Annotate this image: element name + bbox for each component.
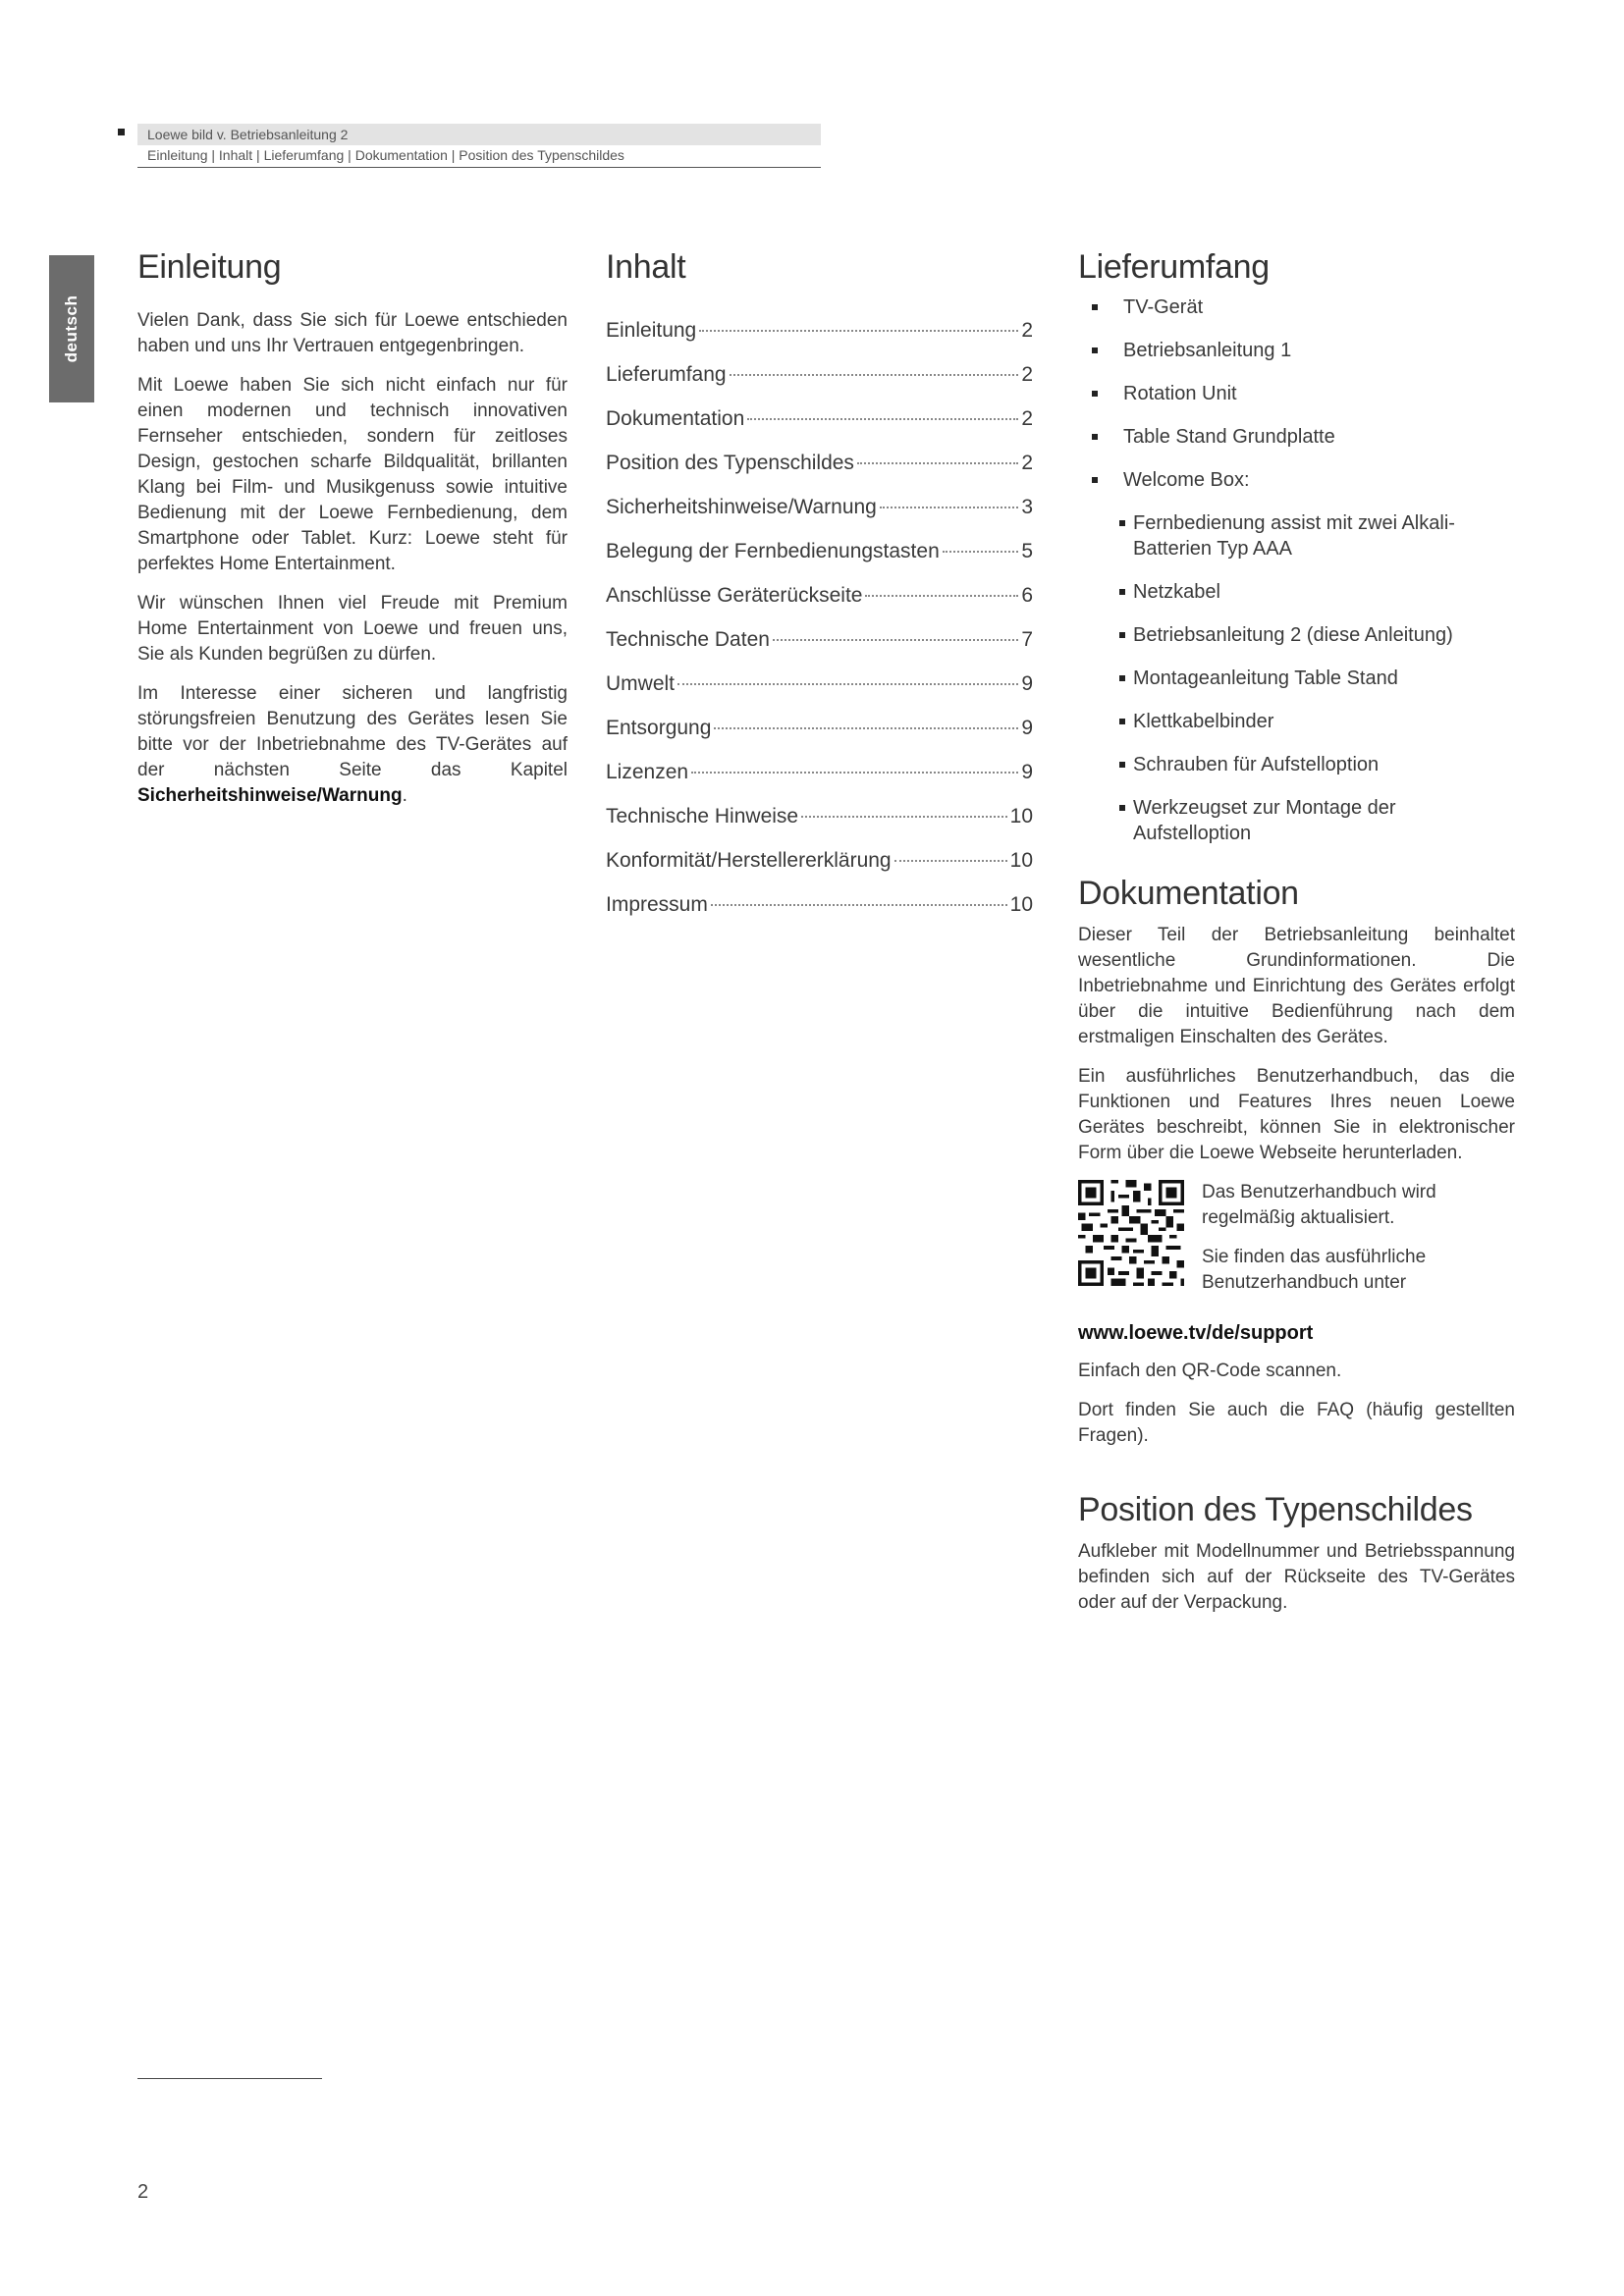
einleitung-paragraph: Mit Loewe haben Sie sich nicht einfach nur für einen modernen und technisch innovativen Fernseher entschieden, sondern für zeitloses Design, gestochen scharfe Bildqualität, brillanten Klang bei Film- und Musikgenuss sowie intuitive Bedienung mit der Loewe Fernbedienung, dem Smartphone oder Tablet. Kurz: Loewe steht für perfektes Home Entertainment.	[137, 375, 568, 574]
welcome-box-item: Betriebsanleitung 2 (diese Anleitung)	[1078, 622, 1515, 648]
page-number: 2	[137, 2181, 149, 2203]
toc-entry-page: 5	[1021, 540, 1033, 562]
toc-entry-page: 2	[1021, 319, 1033, 342]
toc-entry[interactable]	[606, 662, 1033, 706]
toc-entry-title: Anschlüsse Geräterückseite	[606, 584, 863, 607]
toc-entry-title: Technische Hinweise	[606, 805, 799, 828]
toc-leader-dots	[677, 683, 1018, 685]
toc-leader-dots	[711, 904, 1007, 906]
toc-entry-page: 9	[1021, 761, 1033, 783]
toc-leader-dots	[857, 462, 1018, 464]
dokumentation-paragraph: Einfach den QR-Code scannen.	[1078, 1361, 1342, 1381]
scope-item: Betriebsanleitung 1	[1078, 338, 1515, 363]
toc-entry-title: Umwelt	[606, 672, 676, 695]
scope-item-welcome-box	[1078, 467, 1515, 846]
toc-entry-title: Dokumentation	[606, 407, 745, 430]
einleitung-paragraph: Vielen Dank, dass Sie sich für Loewe entschieden haben und uns Ihr Vertrauen entgegenbringen.	[137, 310, 568, 356]
toc-leader-dots	[747, 418, 1018, 420]
toc-leader-dots	[865, 595, 1018, 597]
toc-leader-dots	[714, 727, 1018, 729]
scope-item-label: Welcome Box:	[1123, 469, 1250, 491]
welcome-box-item: Fernbedienung assist mit zwei Alkali-Batterien Typ AAA	[1078, 510, 1515, 561]
toc-entry[interactable]	[606, 573, 1033, 617]
dokumentation-paragraph: Dort finden Sie auch die FAQ (häufig gestellten Fragen).	[1078, 1400, 1515, 1446]
einleitung-paragraph: Wir wünschen Ihnen viel Freude mit Premium Home Entertainment von Loewe und freuen uns, Sie als Kunden begrüßen zu dürfen.	[137, 593, 568, 665]
typenschild-heading: Position des Typenschildes	[1078, 1491, 1473, 1528]
toc-entry[interactable]	[606, 397, 1033, 441]
toc-entry[interactable]	[606, 882, 1033, 927]
table-of-contents	[606, 308, 1033, 927]
toc-entry-page: 9	[1021, 717, 1033, 739]
welcome-box-item: Klettkabelbinder	[1078, 709, 1515, 734]
einleitung-section	[137, 245, 568, 823]
toc-entry-page: 2	[1021, 452, 1033, 474]
toc-entry[interactable]	[606, 529, 1033, 573]
typenschild-section	[1078, 1488, 1515, 1616]
einleitung-safety-text: Im Interesse einer sicheren und langfristig störungsfreien Benutzung des Gerätes lesen Sie bitte vor der Inbetriebnahme des TV-Gerätes auf der nächsten Seite das Kapitel	[137, 683, 568, 780]
toc-entry[interactable]	[606, 308, 1033, 352]
scope-item: Rotation Unit	[1078, 381, 1515, 406]
language-tab	[49, 255, 94, 402]
safety-chapter-reference: Sicherheitshinweise/Warnung	[137, 785, 403, 806]
einleitung-safety-end: .	[402, 785, 407, 806]
header-bullet	[118, 129, 125, 135]
toc-entry[interactable]	[606, 750, 1033, 794]
dokumentation-section	[1078, 872, 1515, 1449]
scope-item: Table Stand Grundplatte	[1078, 424, 1515, 450]
welcome-box-item: Montageanleitung Table Stand	[1078, 666, 1515, 691]
toc-leader-dots	[894, 860, 1007, 862]
einleitung-paragraph-safety	[137, 681, 568, 809]
toc-leader-dots	[691, 772, 1018, 774]
toc-entry-page: 2	[1021, 363, 1033, 386]
dokumentation-paragraph: Dieser Teil der Betriebsanleitung beinhaltet wesentliche Grundinformationen. Die Inbetriebnahme und Einrichtung des Gerätes erfolgt über die intuitive Bedienführung nach dem erstmaligen Einschalten des Gerätes.	[1078, 925, 1515, 1047]
toc-entry[interactable]	[606, 352, 1033, 397]
toc-entry-page: 10	[1009, 805, 1033, 828]
right-column	[1078, 245, 1515, 1629]
qr-paragraph: Das Benutzerhandbuch wird regelmäßig aktualisiert.	[1202, 1182, 1436, 1228]
toc-leader-dots	[730, 374, 1019, 376]
scope-of-delivery-list	[1078, 294, 1515, 846]
einleitung-heading: Einleitung	[137, 248, 282, 286]
support-link[interactable]: www.loewe.tv/de/support	[1078, 1322, 1314, 1344]
dokumentation-heading: Dokumentation	[1078, 875, 1299, 912]
toc-entry-page: 2	[1021, 407, 1033, 430]
toc-entry-title: Lizenzen	[606, 761, 689, 783]
toc-entry-title: Konformität/Herstellererklärung	[606, 849, 892, 872]
toc-entry[interactable]	[606, 485, 1033, 529]
toc-entry-title: Impressum	[606, 893, 708, 916]
toc-entry[interactable]	[606, 441, 1033, 485]
qr-paragraph: Sie finden das ausführliche Benutzerhandbuch unter	[1202, 1247, 1427, 1293]
qr-code-icon[interactable]	[1078, 1180, 1184, 1286]
inhalt-heading: Inhalt	[606, 248, 686, 286]
toc-entry-page: 10	[1009, 893, 1033, 916]
header-rule	[137, 167, 821, 168]
inhalt-section	[606, 245, 1033, 927]
typenschild-paragraph: Aufkleber mit Modellnummer und Betriebsspannung befinden sich auf der Rückseite des TV-Gerätes oder auf der Verpackung.	[1078, 1541, 1515, 1613]
welcome-box-item: Schrauben für Aufstelloption	[1078, 752, 1515, 777]
toc-leader-dots	[699, 330, 1018, 332]
welcome-box-item: Werkzeugset zur Montage der Aufstelloption	[1078, 795, 1515, 846]
language-tab-label: deutsch	[62, 294, 81, 363]
toc-entry-title: Position des Typenschildes	[606, 452, 854, 474]
lieferumfang-heading: Lieferumfang	[1078, 248, 1270, 286]
footnote-rule	[137, 2078, 322, 2079]
toc-entry-title: Einleitung	[606, 319, 697, 342]
toc-entry-page: 9	[1021, 672, 1033, 695]
toc-entry[interactable]	[606, 838, 1033, 882]
toc-entry-title: Entsorgung	[606, 717, 712, 739]
toc-entry-page: 10	[1009, 849, 1033, 872]
header-breadcrumb: Loewe bild v. Betriebsanleitung 2	[137, 124, 821, 145]
toc-entry-title: Technische Daten	[606, 628, 770, 651]
toc-entry-page: 6	[1021, 584, 1033, 607]
toc-entry[interactable]	[606, 706, 1033, 750]
toc-leader-dots	[773, 639, 1018, 641]
toc-entry-page: 7	[1021, 628, 1033, 651]
welcome-box-list	[1123, 510, 1515, 846]
dokumentation-paragraph: Ein ausführliches Benutzerhandbuch, das die Funktionen und Features Ihres neuen Loewe Gerätes beschreibt, können Sie in elektronischer Form über die Loewe Webseite herunterladen.	[1078, 1066, 1515, 1163]
toc-entry-page: 3	[1021, 496, 1033, 518]
welcome-box-item: Netzkabel	[1078, 579, 1515, 605]
toc-entry[interactable]	[606, 794, 1033, 838]
header-section-links: Einleitung | Inhalt | Lieferumfang | Dokumentation | Position des Typenschildes	[147, 147, 624, 163]
scope-item: TV-Gerät	[1078, 294, 1515, 320]
toc-entry-title: Lieferumfang	[606, 363, 727, 386]
toc-entry[interactable]	[606, 617, 1033, 662]
toc-entry-title: Belegung der Fernbedienungstasten	[606, 540, 940, 562]
toc-leader-dots	[801, 816, 1007, 818]
toc-entry-title: Sicherheitshinweise/Warnung	[606, 496, 877, 518]
toc-leader-dots	[880, 507, 1018, 508]
qr-block	[1078, 1180, 1515, 1309]
toc-leader-dots	[943, 551, 1019, 553]
